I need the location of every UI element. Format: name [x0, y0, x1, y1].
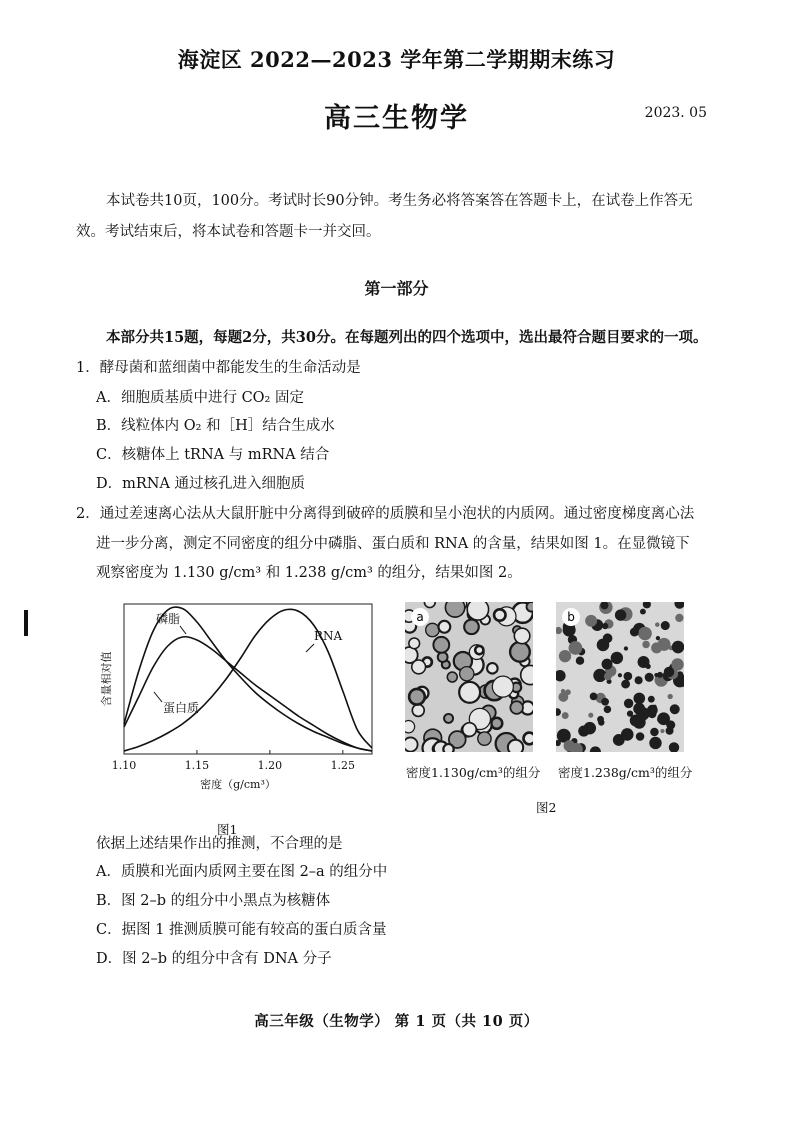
micrograph-particle — [624, 699, 633, 708]
micrograph-particle — [426, 623, 439, 636]
micrograph-particle — [508, 740, 523, 752]
micrograph-particle — [521, 665, 533, 684]
micrograph-particle — [650, 728, 659, 737]
micrograph-particle — [633, 703, 645, 715]
micrograph-particle — [527, 602, 533, 612]
micrograph-particle — [405, 737, 418, 751]
micrograph-particle — [630, 628, 639, 637]
y-axis-label: 含量相对值 — [100, 651, 113, 707]
micrograph-particle — [412, 704, 424, 716]
micrograph-particle — [559, 650, 571, 662]
micrograph-particle — [624, 646, 628, 650]
label-phospholipid: 磷脂 — [156, 612, 181, 626]
micrograph-particle — [598, 719, 604, 725]
micrograph-particle — [438, 652, 448, 662]
micrograph-particle — [412, 660, 426, 674]
micrograph-particle — [638, 627, 652, 641]
section-instructions: 本部分共15题，每题2分，共30分。在每题列出的四个选项中，选出最符合题目要求的一项。 — [106, 329, 708, 346]
micrograph-particle — [475, 646, 483, 654]
micrograph-particle — [510, 642, 530, 662]
micrograph-particle — [562, 712, 569, 719]
micrograph-particle — [613, 734, 625, 746]
micrograph-particle — [467, 602, 488, 620]
q2-stem-line-1: 2．通过差速离心法从大鼠肝脏中分离得到破碎的质膜和呈小泡状的内质网。通过密度梯度离心法 — [76, 506, 695, 522]
micrograph-particle — [651, 642, 662, 653]
micrograph-particle — [618, 673, 622, 677]
micrograph-particle — [578, 725, 589, 736]
micrograph-particle — [636, 732, 645, 741]
micrograph-particle — [409, 638, 420, 649]
micrograph-particle — [569, 641, 583, 655]
micrograph-particle — [445, 602, 464, 617]
figure2-caption: 图2 — [536, 800, 557, 815]
micrograph-particle — [645, 673, 654, 682]
micrograph-particle — [459, 682, 480, 703]
micrograph-particle — [646, 664, 651, 669]
micrograph-particle — [447, 672, 457, 682]
micrograph-particle — [405, 720, 415, 732]
micrograph-particle — [433, 637, 449, 653]
micrograph-b-badge: b — [562, 608, 580, 626]
micrograph-particle — [633, 693, 645, 705]
x-tick-label: 1.20 — [257, 759, 283, 772]
micrograph-particle — [590, 693, 598, 701]
q1-stem: 1．酵母菌和蓝细菌中都能发生的生命活动是 — [76, 360, 361, 376]
micrograph-particle — [576, 656, 584, 664]
micrograph-particle — [615, 609, 626, 620]
micrograph-particle — [640, 609, 646, 615]
micrograph-particle — [604, 706, 611, 713]
micrograph-particle — [664, 667, 674, 677]
micrograph-particle — [564, 740, 575, 751]
exam-title: 海淀区 2022—2023 学年第二学期期末练习 — [177, 47, 616, 72]
x-axis-label: 密度（g/cm³） — [200, 778, 276, 791]
label-phospholipid-leader — [180, 626, 186, 634]
label-rna-leader — [306, 644, 314, 652]
micrograph-a — [405, 602, 533, 752]
micrograph-b-caption: 密度1.238g/cm³的组分 — [558, 765, 693, 780]
figure1-chart — [100, 596, 390, 796]
q2-question: 依据上述结果作出的推测，不合理的是 — [96, 836, 343, 852]
micrograph-particle — [635, 676, 643, 684]
q1-option-c: C．核糖体上 tRNA 与 mRNA 结合 — [96, 447, 330, 463]
micrograph-a-badge: a — [411, 608, 429, 626]
label-protein: 蛋白质 — [163, 701, 200, 715]
x-tick-label: 1.15 — [184, 759, 210, 772]
micrograph-particle — [611, 652, 623, 664]
micrograph-particle — [661, 621, 670, 630]
micrograph-particle — [601, 698, 609, 706]
x-tick-label: 1.25 — [330, 759, 356, 772]
micrograph-particle — [463, 723, 477, 737]
micrograph-particle — [648, 710, 657, 719]
q2-option-b: B．图 2–b 的组分中小黑点为核糖体 — [96, 893, 331, 909]
q2-stem-line-3: 观察密度为 1.130 g/cm³ 和 1.238 g/cm³ 的组分，结果如图 2。 — [96, 565, 522, 581]
micrograph-a-caption: 密度1.130g/cm³的组分 — [406, 765, 541, 780]
micrograph-particle — [621, 680, 630, 689]
micrograph-particle — [649, 737, 661, 749]
q1-option-d: D．mRNA 通过核孔进入细胞质 — [96, 476, 306, 492]
q2-option-c: C．据图 1 推测质膜可能有较高的蛋白质含量 — [96, 922, 387, 938]
label-protein-leader — [154, 692, 162, 702]
micrograph-particle — [487, 663, 498, 674]
exam-intro: 本试卷共10页，100分。考试时长90分钟。考生务必将答案答在答题卡上，在试卷上作答无效。考试结束后，将本试卷和答题卡一并交回。 — [76, 193, 693, 240]
micrograph-particle — [478, 732, 491, 745]
micrograph-particle — [514, 628, 530, 644]
q1-option-b: B．线粒体内 O₂ 和［H］结合生成水 — [96, 418, 335, 434]
micrograph-b — [556, 602, 684, 752]
margin-mark — [24, 610, 28, 636]
micrograph-particle — [656, 636, 660, 640]
q1-option-a: A．细胞质基质中进行 CO₂ 固定 — [96, 390, 304, 406]
micrograph-particle — [648, 696, 655, 703]
label-rna: RNA — [314, 629, 343, 643]
micrograph-particle — [424, 602, 435, 608]
micrograph-particle — [604, 672, 612, 680]
q2-option-d: D．图 2–b 的组分中含有 DNA 分子 — [96, 951, 332, 967]
micrograph-particle — [652, 705, 656, 709]
micrograph-particle — [672, 641, 684, 654]
micrograph-particle — [494, 609, 505, 620]
micrograph-particle — [602, 659, 613, 670]
micrograph-particle — [657, 712, 670, 725]
series-protein-line — [124, 637, 372, 751]
exam-date: 2023. 05 — [644, 105, 707, 121]
micrograph-particle — [443, 744, 453, 752]
micrograph-particle — [561, 689, 565, 693]
section-title: 第一部分 — [364, 279, 429, 298]
micrograph-particle — [510, 701, 523, 714]
micrograph-particle — [565, 689, 571, 695]
micrograph-particle — [438, 621, 450, 633]
micrograph-particle — [675, 614, 683, 622]
micrograph-particle — [655, 622, 660, 627]
micrograph-particle — [409, 689, 425, 705]
micrograph-particle — [668, 694, 673, 699]
micrograph-particle — [444, 714, 453, 723]
q2-stem-line-2: 进一步分离，测定不同密度的组分中磷脂、蛋白质和 RNA 的含量，结果如图 1。在显微镜下 — [96, 536, 690, 552]
micrograph-particle — [670, 704, 680, 714]
page-footer: 高三年级（生物学） 第 1 页（共 10 页） — [254, 1013, 539, 1030]
micrograph-particle — [602, 623, 608, 629]
micrograph-particle — [588, 713, 593, 718]
q2-option-a: A．质膜和光面内质网主要在图 2–a 的组分中 — [96, 864, 388, 880]
micrograph-particle — [642, 641, 649, 648]
micrograph-particle — [660, 729, 664, 733]
micrograph-particle — [654, 673, 658, 677]
micrograph-particle — [603, 633, 613, 643]
figure1-caption: 图1 — [217, 822, 238, 837]
micrograph-particle — [460, 667, 474, 681]
micrograph-particle — [524, 733, 533, 745]
x-tick-label: 1.10 — [111, 759, 137, 772]
micrograph-particle — [624, 672, 633, 681]
micrograph-particle — [492, 676, 513, 697]
micrograph-particle — [585, 615, 597, 627]
micrograph-particle — [464, 620, 479, 635]
subject-title: 高三生物学 — [324, 103, 469, 134]
